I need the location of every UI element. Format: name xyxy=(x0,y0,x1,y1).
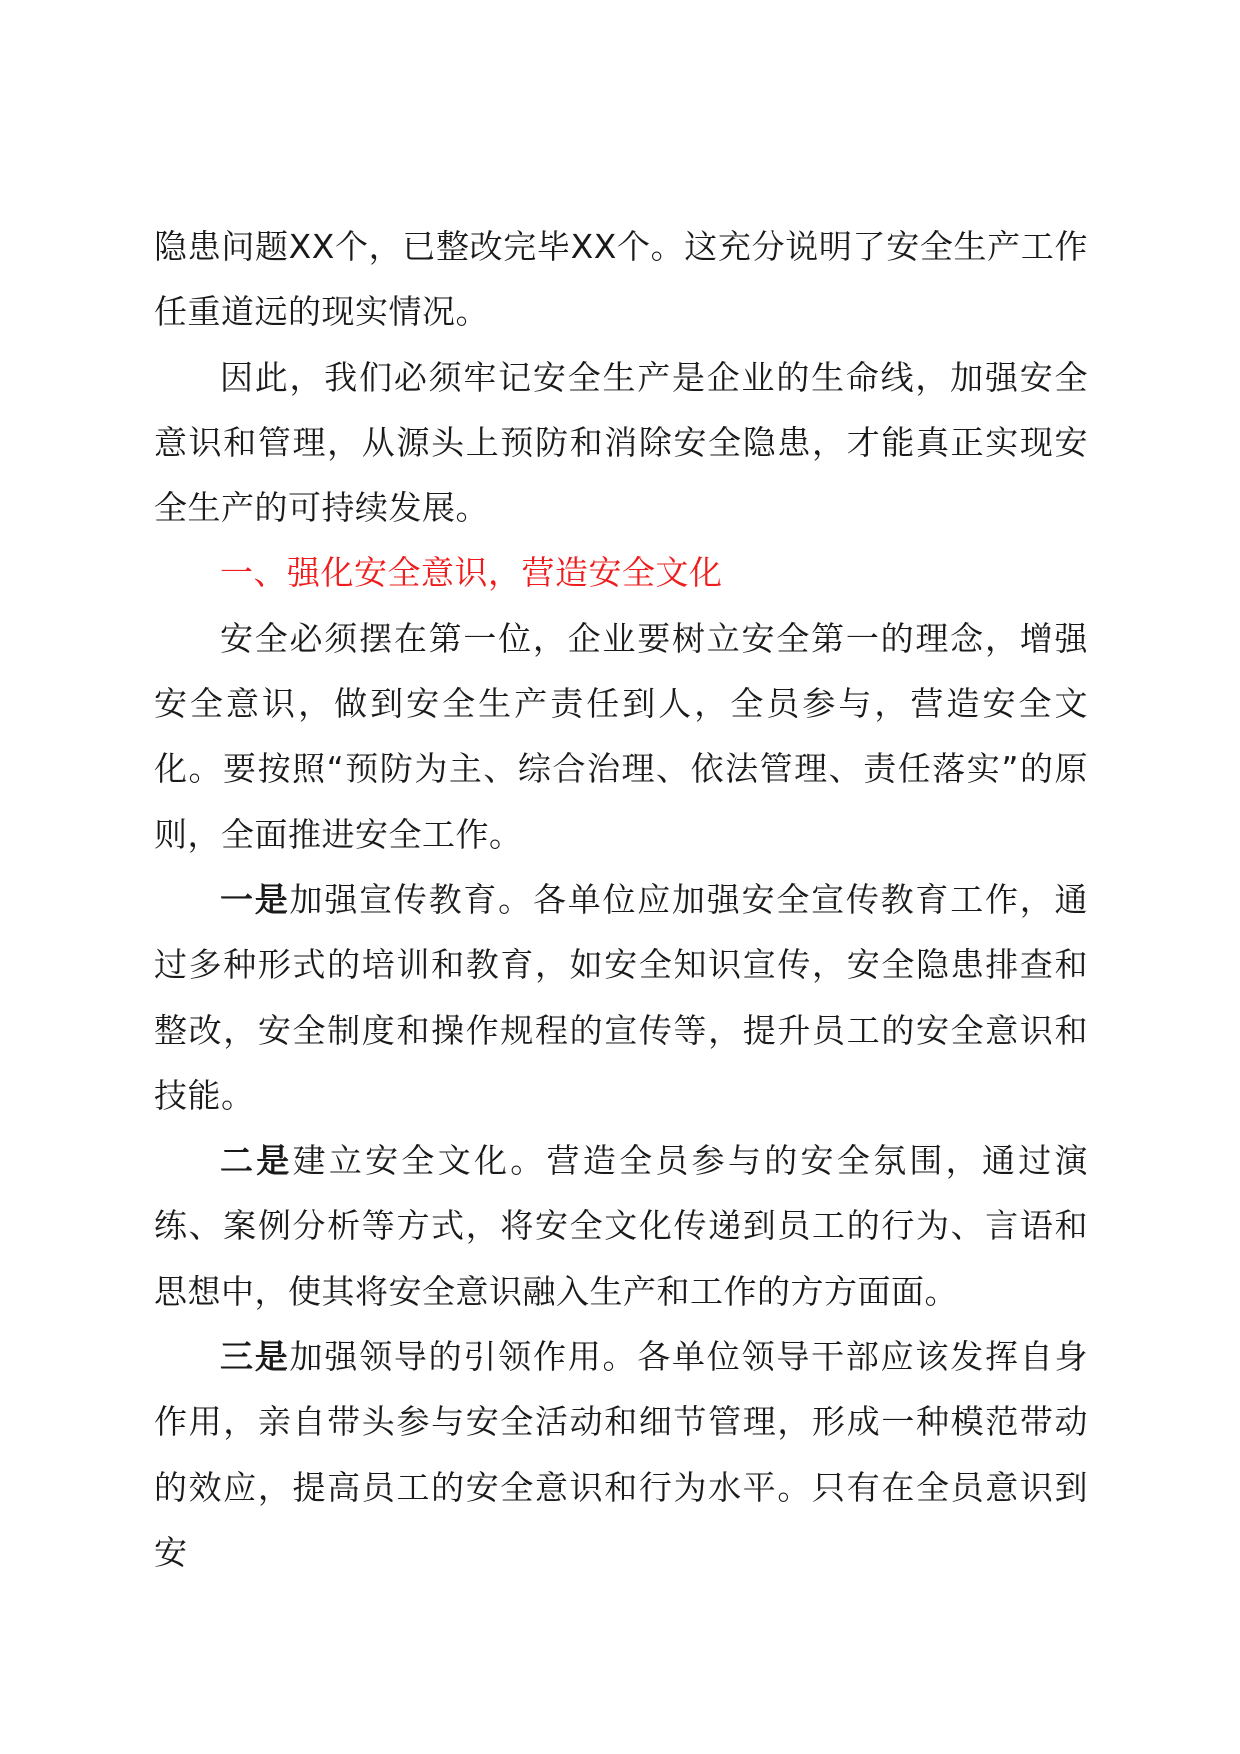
paragraph-point-one xyxy=(154,867,1088,1128)
point-lead: 二是 xyxy=(220,1141,293,1181)
paragraph-text: 因此，我们必须牢记安全生产是企业的生命线，加强安全意识和管理，从源头上预防和消除安全隐患，才能真正实现安全生产的可持续发展。 xyxy=(154,357,1088,528)
paragraph-point-two xyxy=(154,1128,1088,1324)
paragraph-hazard-stats xyxy=(154,214,1088,345)
paragraph-text: 隐患问题XX个，已整改完毕XX个。这充分说明了安全生产工作任重道远的现实情况。 xyxy=(154,227,1088,332)
paragraph-text: 加强宣传教育。各单位应加强安全宣传教育工作，通过多种形式的培训和教育，如安全知识宣传，安全隐患排查和整改，安全制度和操作规程的宣传等，提升员工的安全意识和技能。 xyxy=(154,879,1089,1115)
paragraph-therefore xyxy=(154,345,1088,541)
paragraph-text: 加强领导的引领作用。各单位领导干部应该发挥自身作用，亲自带头参与安全活动和细节管理，形成一种模范带动的效应，提高员工的安全意识和行为水平。只有在全员意识到安 xyxy=(154,1337,1089,1572)
point-lead: 一是 xyxy=(220,879,290,919)
section-heading-text: 一、强化安全意识，营造安全文化 xyxy=(220,553,723,593)
paragraph-safety-first xyxy=(154,606,1088,867)
document-page xyxy=(154,214,1088,1585)
section-heading-1 xyxy=(154,540,1088,605)
paragraph-text: 安全必须摆在第一位，企业要树立安全第一的理念，增强安全意识，做到安全生产责任到人，全员参与，营造安全文化。要按照“预防为主、综合治理、依法管理、责任落实”的原则，全面推进安全工作。 xyxy=(154,618,1088,854)
paragraph-point-three xyxy=(154,1324,1088,1585)
point-lead: 三是 xyxy=(220,1337,290,1377)
paragraph-text: 建立安全文化。营造全员参与的安全氛围，通过演练、案例分析等方式，将安全文化传递到员工的行为、言语和思想中，使其将安全意识融入生产和工作的方方面面。 xyxy=(154,1141,1089,1311)
